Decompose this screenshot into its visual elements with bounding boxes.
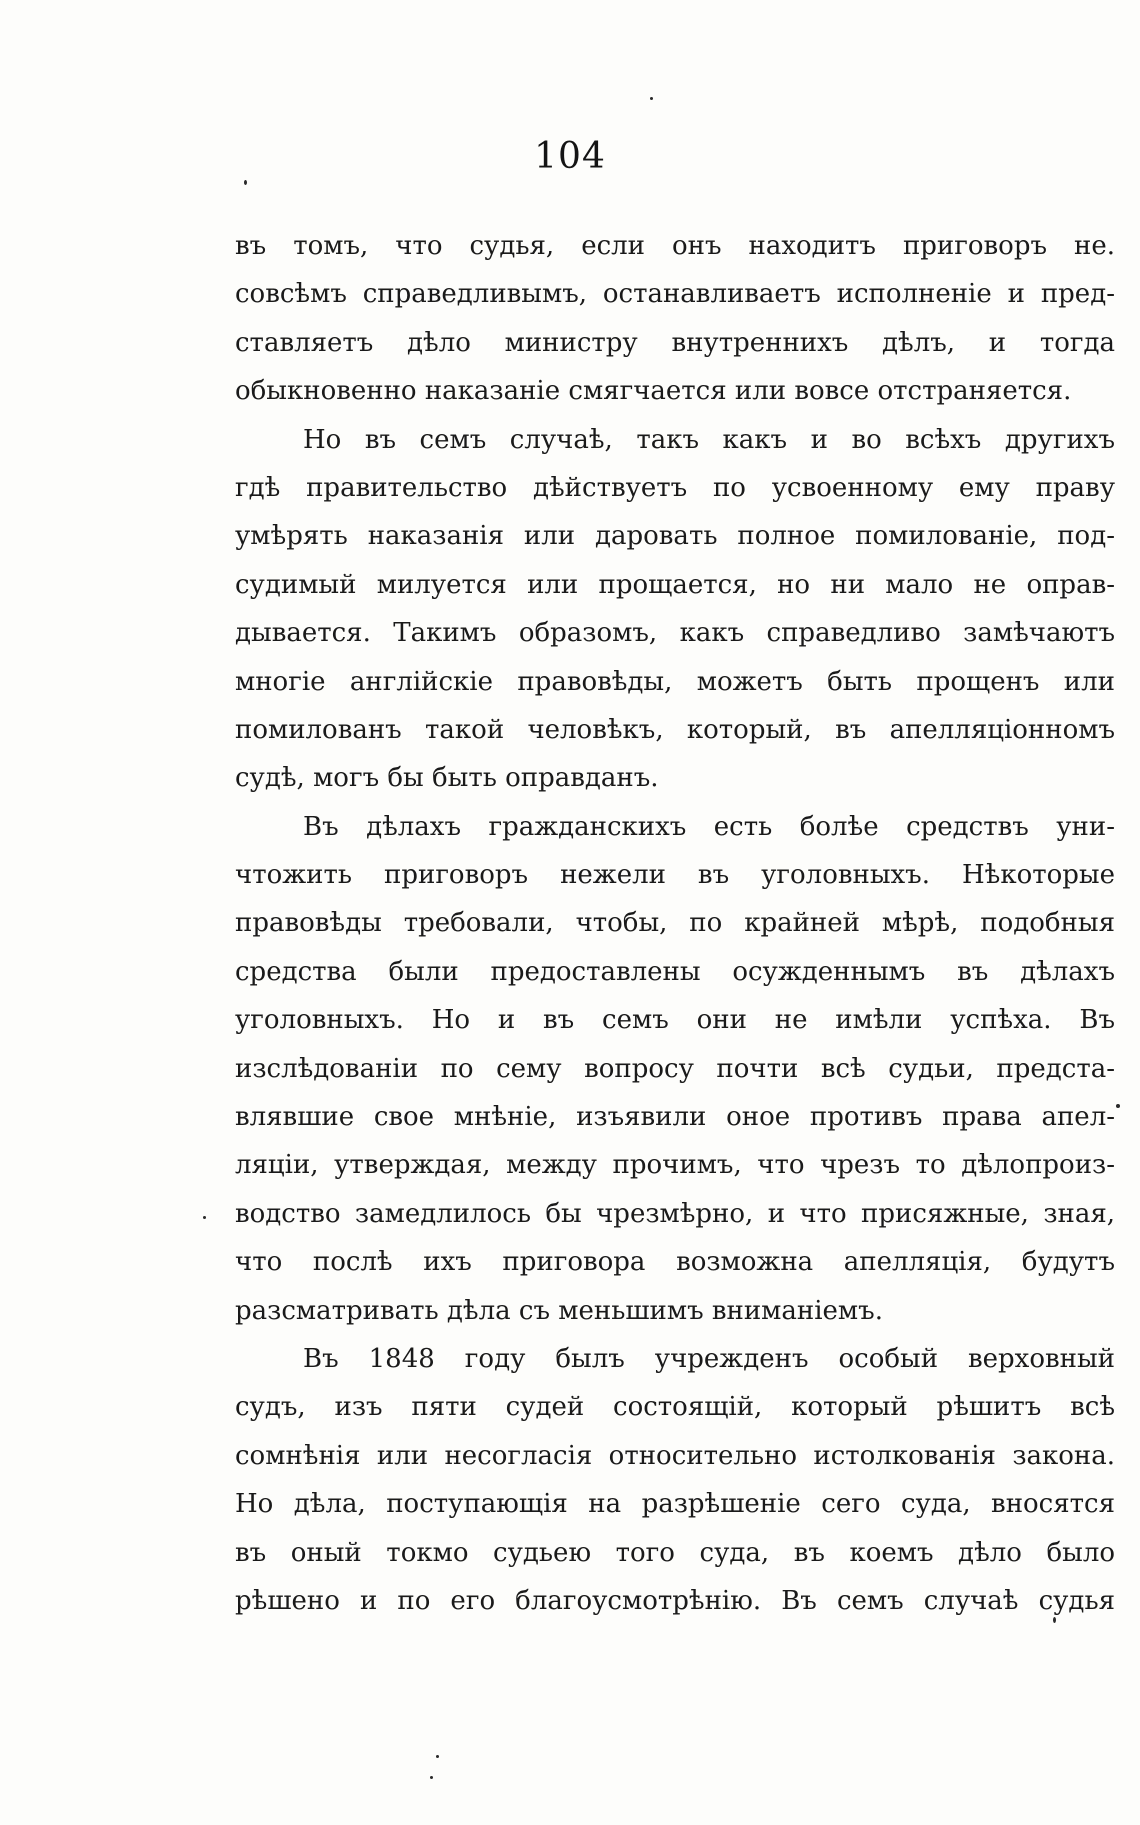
ink-speck [1053, 1617, 1056, 1623]
text-line: многіе англійскіе правовѣды, можетъ быть прощенъ или [235, 666, 1115, 697]
page-number: 104 [534, 136, 606, 177]
text-line: изслѣдованіи по сему вопросу почти всѣ судьи, предста- [235, 1053, 1115, 1084]
text-line: правовѣды требовали, чтобы, по крайней мѣрѣ, подобныя [235, 908, 1115, 939]
text-line: дывается. Такимъ образомъ, какъ справедливо замѣчаютъ [235, 618, 1115, 649]
text-line: ляціи, утверждая, между прочимъ, что чрезъ то дѣлопроиз- [235, 1150, 1115, 1181]
ink-speck [436, 1755, 439, 1758]
ink-speck [203, 1216, 206, 1219]
text-line: умѣрять наказанія или даровать полное помилованіе, под- [235, 521, 1115, 552]
text-line: Но дѣла, поступающія на разрѣшеніе сего суда, вносятся [235, 1489, 1115, 1520]
text-line: судѣ, могъ бы быть оправданъ. [235, 763, 659, 794]
text-line: что послѣ ихъ приговора возможна апелляція, будутъ [235, 1247, 1115, 1278]
text-line: обыкновенно наказаніе смягчается или вовсе отстраняется. [235, 376, 1072, 407]
text-line: влявшие свое мнѣніе, изъявили оное противъ права апел- [235, 1102, 1115, 1133]
text-line: судимый милуется или прощается, но ни мало не оправ- [235, 569, 1115, 600]
text-line: разсматривать дѣла съ меньшимъ вниманіемъ. [235, 1295, 883, 1326]
text-line: водство замедлилось бы чрезмѣрно, и что присяжные, зная, [235, 1198, 1115, 1229]
text-line: средства были предоставлены осужденнымъ въ дѣлахъ [235, 956, 1115, 987]
text-line: помилованъ такой человѣкъ, который, въ апелляціонномъ [235, 714, 1115, 745]
text-line: судъ, изъ пяти судей состоящій, который рѣшитъ всѣ [235, 1392, 1115, 1423]
ink-speck [430, 1776, 433, 1779]
ink-speck [650, 97, 653, 100]
paragraph-first-line: Въ 1848 году былъ учрежденъ особый верховный [303, 1343, 1115, 1374]
body-text [235, 222, 1115, 1625]
text-line: въ томъ, что судья, если онъ находитъ приговоръ не. [235, 231, 1115, 261]
text-line: гдѣ правительство дѣйствуетъ по усвоенному ему праву [235, 472, 1115, 503]
text-line: совсѣмъ справедливымъ, останавливаетъ исполненіе и пред- [235, 279, 1115, 310]
paragraph-first-line: Но въ семъ случаѣ, такъ какъ и во всѣхъ другихъ [303, 424, 1115, 455]
text-line: сомнѣнія или несогласія относительно истолкованія закона. [235, 1440, 1115, 1471]
paragraph-first-line: Въ дѣлахъ гражданскихъ есть болѣе средствъ уни- [303, 811, 1115, 842]
text-line: рѣшено и по его благоусмотрѣнію. Въ семъ случаѣ судья [235, 1585, 1115, 1616]
text-line: ставляетъ дѣло министру внутреннихъ дѣлъ, и тогда [235, 327, 1115, 358]
text-line: въ оный токмо судьею того суда, въ коемъ дѣло было [235, 1537, 1115, 1568]
ink-speck [1116, 1104, 1120, 1108]
text-line: уголовныхъ. Но и въ семъ они не имѣли успѣха. Въ [235, 1005, 1115, 1036]
text-line: чтожить приговоръ нежели въ уголовныхъ. Нѣкоторые [235, 860, 1115, 891]
ink-speck [244, 180, 247, 185]
